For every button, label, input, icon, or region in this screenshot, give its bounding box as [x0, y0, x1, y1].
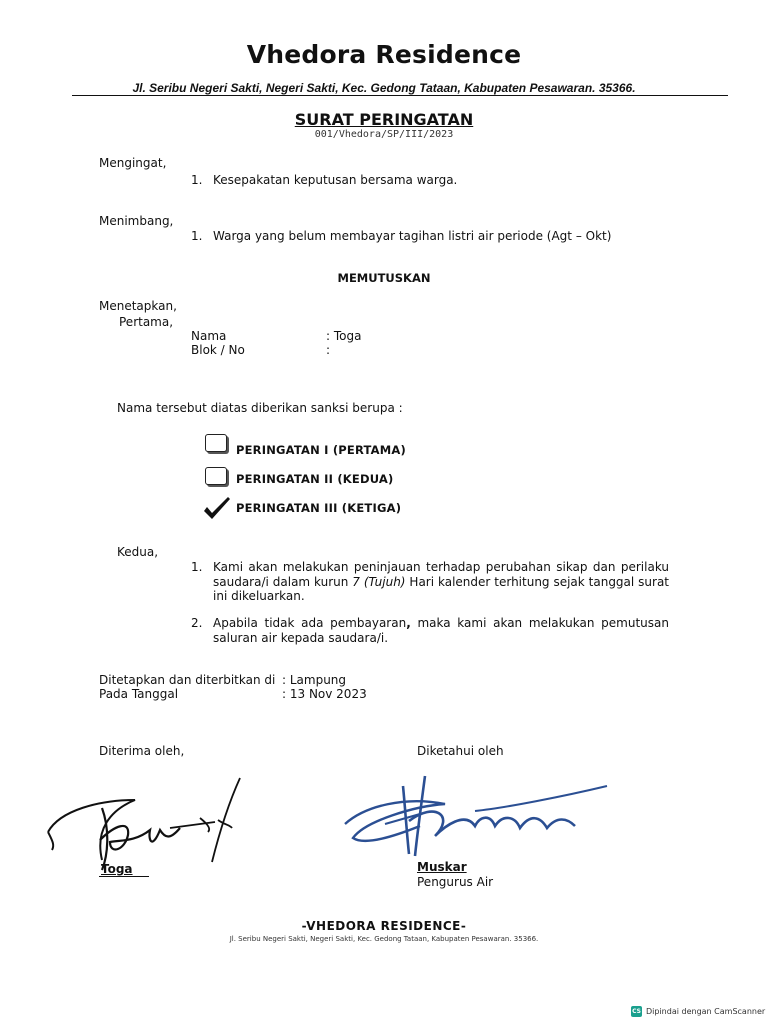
sanction-option-2: PERINGATAN II (KEDUA) [236, 472, 394, 486]
kedua-item-2-text: Apabila tidak ada pembayaran, maka kami akan melakukan pemutusan saluran air kepada saudara/i. [213, 616, 669, 645]
received-by-label: Diterima oleh, [99, 744, 185, 758]
footer-organization-name: -VHEDORA RESIDENCE- [301, 919, 467, 933]
issued-place-label: Ditetapkan dan diterbitkan di [99, 673, 276, 687]
organization-name: Vhedora Residence [246, 40, 522, 69]
field-block-label: Blok / No [191, 343, 245, 357]
signature-toga [40, 770, 260, 880]
issued-date-label: Pada Tanggal [99, 687, 179, 701]
sanction-option-3: PERINGATAN III (KETIGA) [236, 501, 402, 515]
decision-heading: MEMUTUSKAN [337, 271, 431, 285]
letter-number: 001/Vhedora/SP/III/2023 [314, 129, 454, 140]
acknowledged-by-role: Pengurus Air [417, 875, 494, 889]
field-name-value: : Toga [326, 329, 362, 343]
mengingat-item-number: 1. [191, 173, 203, 187]
kedua-item-2-number: 2. [191, 616, 203, 630]
mengingat-label: Mengingat, [99, 156, 167, 170]
letter-title: SURAT PERINGATAN [294, 110, 474, 129]
menimbang-item-number: 1. [191, 229, 203, 243]
sanction-intro: Nama tersebut diatas diberikan sanksi berupa : [117, 401, 403, 415]
signature-muskar [325, 766, 615, 866]
issued-date-value: : 13 Nov 2023 [282, 687, 367, 701]
acknowledged-by-label: Diketahui oleh [417, 744, 504, 758]
camscanner-logo-icon: CS [632, 1007, 641, 1015]
menetapkan-label: Menetapkan, [99, 299, 177, 313]
menimbang-label: Menimbang, [99, 214, 174, 228]
mengingat-item-text: Kesepakatan keputusan bersama warga. [213, 173, 458, 187]
received-by-name: Toga [101, 862, 133, 876]
menimbang-item-text: Warga yang belum membayar tagihan listri air periode (Agt – Okt) [213, 229, 612, 243]
pertama-label: Pertama, [119, 315, 174, 329]
field-block-value: : [326, 343, 331, 357]
kedua-item-1-text: Kami akan melakukan peninjauan terhadap perubahan sikap dan perilaku saudara/i dalam kurun 7 (Tujuh) Hari kalender terhitung sejak tanggal surat ini dikeluarkan. [213, 560, 670, 603]
sanction-checkbox-1 [205, 434, 227, 452]
kedua-label: Kedua, [117, 545, 159, 559]
issued-place-value: : Lampung [282, 673, 347, 687]
scanner-watermark [631, 1004, 765, 1018]
checkmark-icon [202, 496, 232, 524]
acknowledged-by-name: Muskar [417, 860, 467, 874]
footer-address: Jl. Seribu Negeri Sakti, Negeri Sakti, Kec. Gedong Tataan, Kabupaten Pesawaran. 35366. [229, 935, 539, 943]
kedua-item-1-number: 1. [191, 560, 203, 574]
scanner-text: Dipindai dengan CamScanner [646, 1006, 766, 1016]
sanction-checkbox-2 [205, 467, 227, 485]
organization-address: Jl. Seribu Negeri Sakti, Negeri Sakti, Kec. Gedong Tataan, Kabupaten Pesawaran. 35366. [132, 81, 636, 95]
sanction-option-1: PERINGATAN I (PERTAMA) [236, 443, 406, 457]
header-divider [72, 95, 728, 96]
field-name-label: Nama [191, 329, 227, 343]
received-signature-line [99, 876, 149, 877]
